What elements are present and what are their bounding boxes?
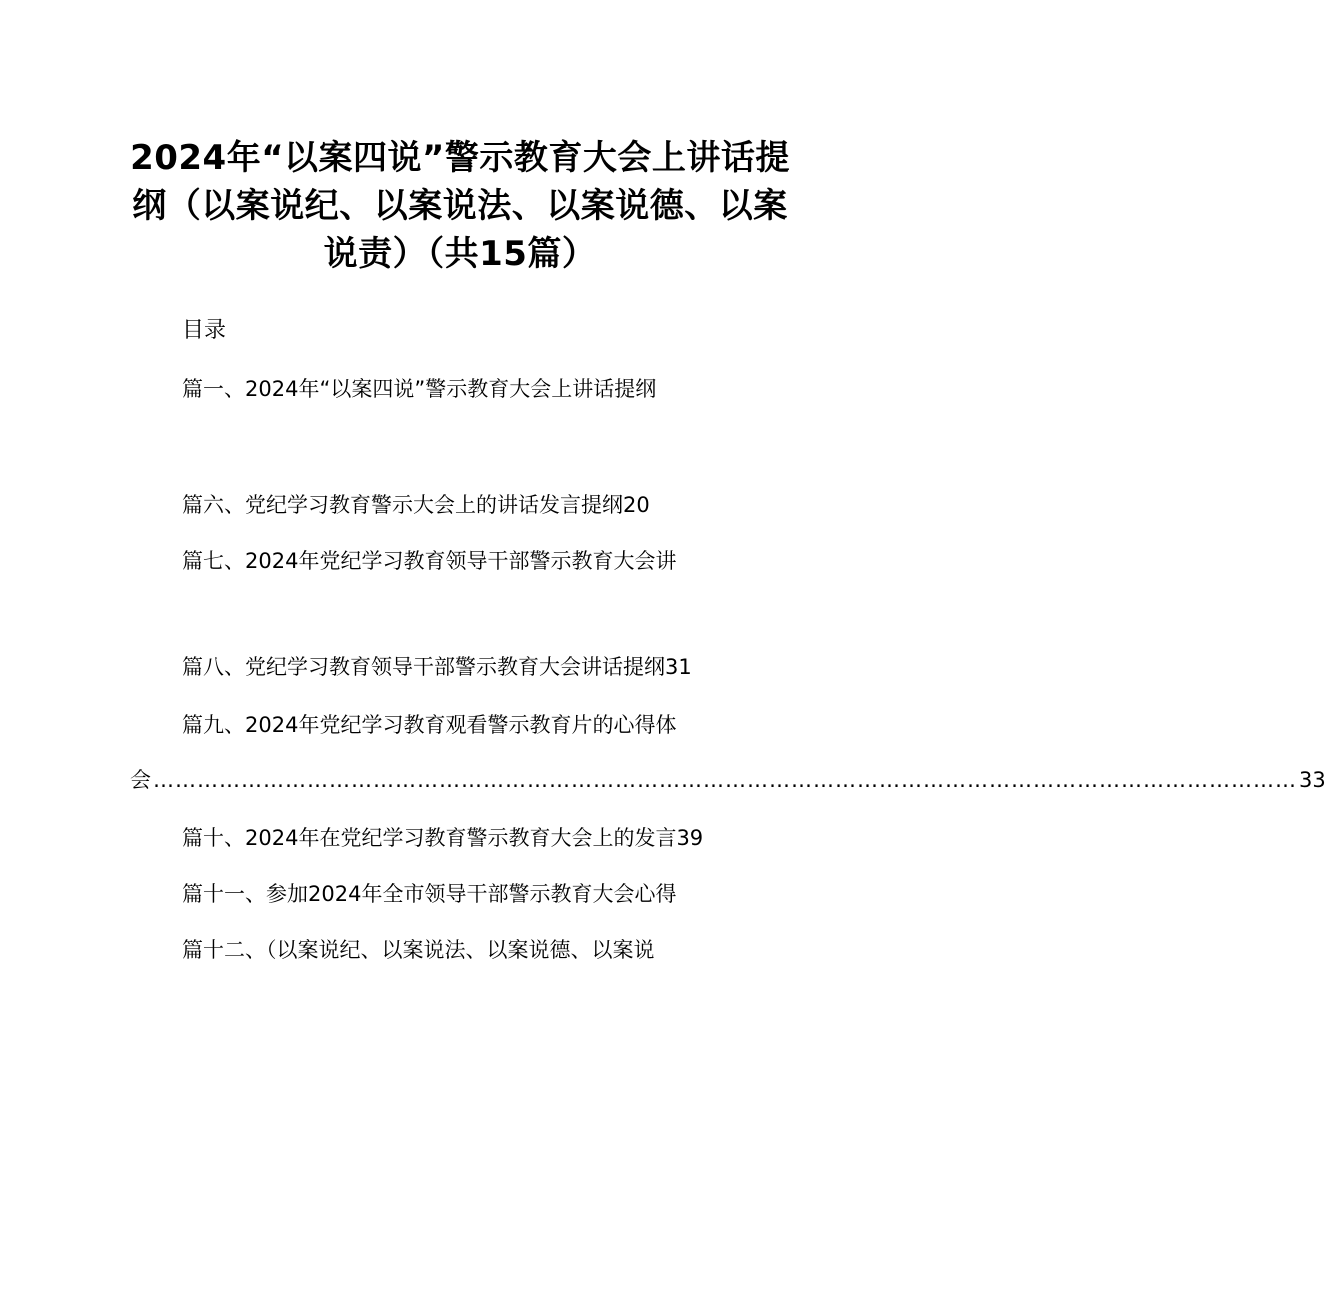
- toc-entry-12: 篇十二、（以案说纪、以案说法、以案说德、以案说: [182, 938, 655, 962]
- title-line-1: 2024年“以案四说”警示教育大会上讲话提: [130, 138, 790, 178]
- toc-entry-10: 篇十、2024年在党纪学习教育警示教育大会上的发言39: [182, 826, 704, 850]
- toc-entry-11: 篇十一、参加2024年全市领导干部警示教育大会心得: [182, 882, 677, 906]
- dot-leader: …………………………………………………………………………………………………………………………………………: [153, 768, 1297, 792]
- document-title: [120, 134, 800, 278]
- page-number: 33: [1299, 768, 1326, 792]
- continuation-text: 会: [130, 768, 151, 792]
- toc-entry-7: 篇七、2024年党纪学习教育领导干部警示教育大会讲: [182, 549, 677, 573]
- title-line-3: 说责）（共15篇）: [323, 234, 597, 274]
- toc-entry-9: 篇九、2024年党纪学习教育观看警示教育片的心得体: [182, 713, 677, 737]
- title-line-2: 纲（以案说纪、以案说法、以案说德、以案: [132, 186, 788, 226]
- toc-entry-8: 篇八、党纪学习教育领导干部警示教育大会讲话提纲31: [182, 655, 692, 679]
- toc-heading: 目录: [182, 318, 227, 343]
- toc-entry-1: 篇一、2024年“以案四说”警示教育大会上讲话提纲: [182, 377, 657, 401]
- toc-entry-9-continuation: [130, 765, 1326, 795]
- toc-entry-6: 篇六、党纪学习教育警示大会上的讲话发言提纲20: [182, 493, 650, 517]
